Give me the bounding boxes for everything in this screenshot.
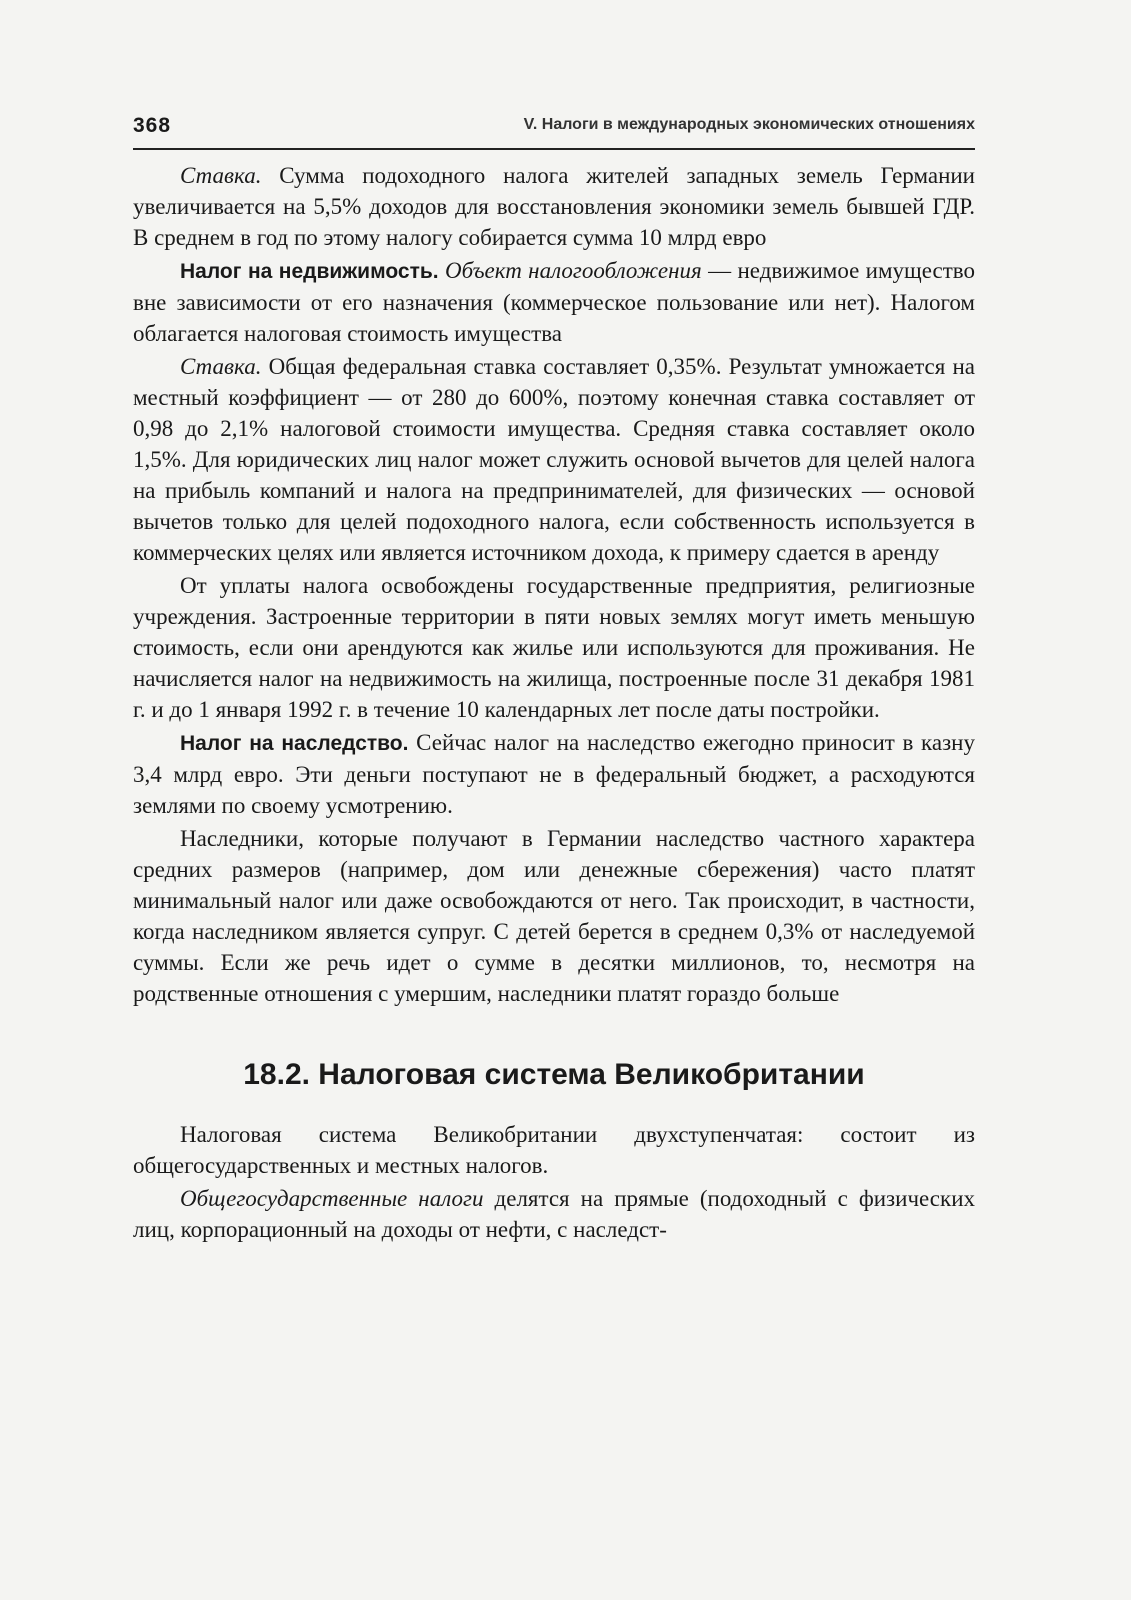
paragraph-lead-bold: Налог на наследство.: [180, 732, 409, 755]
paragraph-text: Сейчас налог на наследство ежегодно приносит в казну 3,4 млрд евро. Эти деньги поступают не в федеральный бюджет, а расходуются землями по своему усмотрению.: [133, 730, 975, 818]
paragraph-heirs: [133, 823, 975, 1009]
page-number: 368: [133, 114, 172, 137]
paragraph-text: делятся на прямые (подоходный с физических лиц, корпорационный на доходы от нефти, с наследст-: [133, 1186, 975, 1242]
paragraph-lead: Общегосударственные налоги: [180, 1186, 484, 1211]
paragraph-lead-italic: Объект налогообложения: [438, 258, 702, 283]
paragraph-inheritance-tax: [133, 727, 975, 821]
paragraph-uk-national-taxes: [133, 1183, 975, 1245]
paragraph-text: Наследники, которые получают в Германии наследство частного характера средних размеров (например, дом или денежные сбережения) часто платят минимальный налог или даже освобождаются от него. Так происходит, в частности, когда наследником является супруг. С детей берется в среднем 0,3% от наследуемой суммы. Если же речь идет о сумме в десятки миллионов, то, несмотря на родственные отношения с умершим, наследники платят гораздо больше: [133, 826, 975, 1006]
paragraph-lead-bold: Налог на недвижимость.: [180, 260, 439, 283]
paragraph-text: Сумма подоходного налога жителей западных земель Германии увеличивается на 5,5% доходов для восстановления экономики земель бывшей ГДР. В среднем в год по этому налогу собирается сумма 10 млрд евро: [133, 163, 975, 250]
paragraph-text: От уплаты налога освобождены государственные предприятия, религиозные учреждения. Застроенные территории в пяти новых землях могут иметь меньшую стоимость, если они арендуются как жилье или используются для проживания. Не начисляется налог на недвижимость на жилища, построенные после 31 декабря 1981 г. и до 1 января 1992 г. в течение 10 календарных лет после даты постройки.: [133, 573, 975, 722]
paragraph-lead: Ставка.: [180, 354, 262, 379]
paragraph-property-tax: [133, 255, 975, 349]
paragraph-lead: Ставка.: [180, 163, 262, 188]
page-header: [133, 112, 975, 150]
paragraph-rate-property: [133, 351, 975, 568]
paragraph-text: Налоговая система Великобритании двухступенчатая: состоит из общегосударственных и местных налогов.: [133, 1122, 975, 1178]
running-head: V. Налоги в международных экономических отношениях: [523, 116, 975, 133]
paragraph-exemptions: [133, 570, 975, 725]
section-heading: 18.2. Налоговая система Великобритании: [243, 1058, 865, 1091]
paragraph-rate-solidarity: [133, 160, 975, 253]
paragraph-text: Общая федеральная ставка составляет 0,35%. Результат умножается на местный коэффициент — от 280 до 600%, поэтому конечная ставка составляет от 0,98 до 2,1% налоговой стоимости имущества. Средняя ставка составляет около 1,5%. Для юридических лиц налог может служить основой вычетов для целей налога на прибыль компаний и налога на предпринимателей, для физических — основой вычетов только для целей подоходного налога, если собственность используется в коммерческих целях или является источником дохода, к примеру сдается в аренду: [133, 354, 975, 565]
paragraph-text: — недвижимое имущество вне зависимости от его назначения (коммерческое пользование или нет). Налогом облагается налоговая стоимость имущества: [133, 258, 976, 346]
body-text: [133, 160, 975, 1245]
paragraph-uk-system: [133, 1119, 975, 1181]
